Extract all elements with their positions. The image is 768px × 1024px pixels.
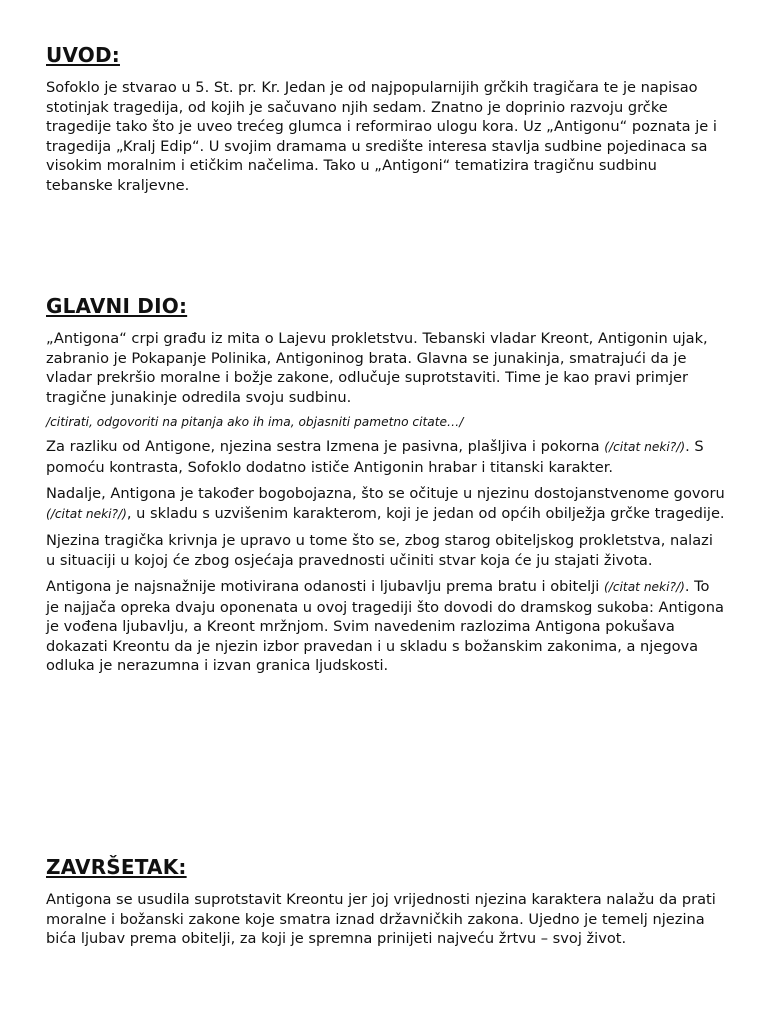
section-glavni-dio xyxy=(46,293,726,683)
paragraph-text: , u skladu s uzvišenim karakterom, koji je jedan od općih obilježja grčke tragedije. xyxy=(126,504,725,522)
paragraph-text: . To je najjača opreka dvaju oponenata u ovoj tragediji što dovodi do dramskog sukoba: Antigona je vođena ljubavlju, a Kreont mržnjom. Svim navedenim razlozima Antigona pokušava dokazati Kreontu da je njezin izbor pravedan i u skladu s božanskim zakonima, a njegova odluka je nerazumna i izvan granica ljudskosti. xyxy=(46,578,724,674)
section-uvod xyxy=(46,42,726,202)
citation-placeholder: (/citat neki?/) xyxy=(46,506,127,521)
zavrsetak-paragraph: Antigona se usudila suprotstavit Kreontu jer joj vrijednosti njezina karaktera nalažu da prati moralne i božanski zakone koje smatra iznad državničkih zakona. Ujedno je temelj njezina bića ljubav prema obitelji, za koji je spremna prinijeti najveću žrtvu – svoj život. xyxy=(46,891,716,947)
glavni-dio-paragraph-5 xyxy=(46,577,726,676)
paragraph-text: Za razliku od Antigone, njezina sestra Izmena je pasivna, plašljiva i pokorna xyxy=(46,438,605,455)
glavni-dio-paragraph-4: Njezina tragička krivnja je upravo u tome što se, zbog starog obiteljskog prokletstva, nalazi u situaciji u kojoj će zbog osjećaja pravednosti učiniti stvar koja će ju stajati života. xyxy=(46,532,713,569)
glavni-dio-paragraph-2 xyxy=(46,437,726,477)
glavni-dio-paragraph-3 xyxy=(46,484,726,524)
section-heading-zavrsetak: ZAVRŠETAK: xyxy=(46,855,187,879)
citation-placeholder: (/citat neki?/) xyxy=(604,440,686,454)
section-heading-uvod: UVOD: xyxy=(46,43,120,67)
paragraph-text: Antigona je najsnažnije motivirana odanosti i ljubavlju prema bratu i obitelji xyxy=(46,578,604,595)
citation-placeholder: (/citat neki?/) xyxy=(603,580,685,594)
instruction-note: /citirati, odgovoriti na pitanja ako ih ima, objasniti pametno citate…/ xyxy=(46,415,464,429)
paragraph-text: . S pomoću kontrasta, Sofoklo dodatno ističe Antigonin hrabar i titanski karakter. xyxy=(46,438,704,476)
uvod-paragraph: Sofoklo je stvarao u 5. St. pr. Kr. Jedan je od najpopularnijih grčkih tragičara te je napisao stotinjak tragedija, od kojih je sačuvano njih sedam. Znatno je doprinio razvoju grčke tragedije tako što je uveo trećeg glumca i reformirao ulogu kora. Uz „Antigonu“ poznata je i tragedija „Kralj Edip“. U svojim dramama u središte interesa stavlja sudbine pojedinaca sa visokim moralnim i etičkim načelima. Tako u „Antigoni“ tematizira tragičnu sudbinu tebanske kraljevne. xyxy=(46,79,717,194)
glavni-dio-paragraph-1: „Antigona“ crpi građu iz mita o Lajevu prokletstvu. Tebanski vladar Kreont, Antigonin ujak, zabranio je Pokapanje Polinika, Antigoninog brata. Glavna se junakinja, smatrajući da je vladar prekršio moralne i božje zakone, odlučuje suprotstaviti. Time je kao pravi primjer tragične junakinje odredila svoju sudbinu. xyxy=(46,330,708,406)
paragraph-text: Nadalje, Antigona je također bogobojazna, što se očituje u njezinu dostojanstvenome govoru xyxy=(46,485,725,502)
section-zavrsetak xyxy=(46,854,726,956)
section-heading-glavni-dio: GLAVNI DIO: xyxy=(46,294,188,318)
